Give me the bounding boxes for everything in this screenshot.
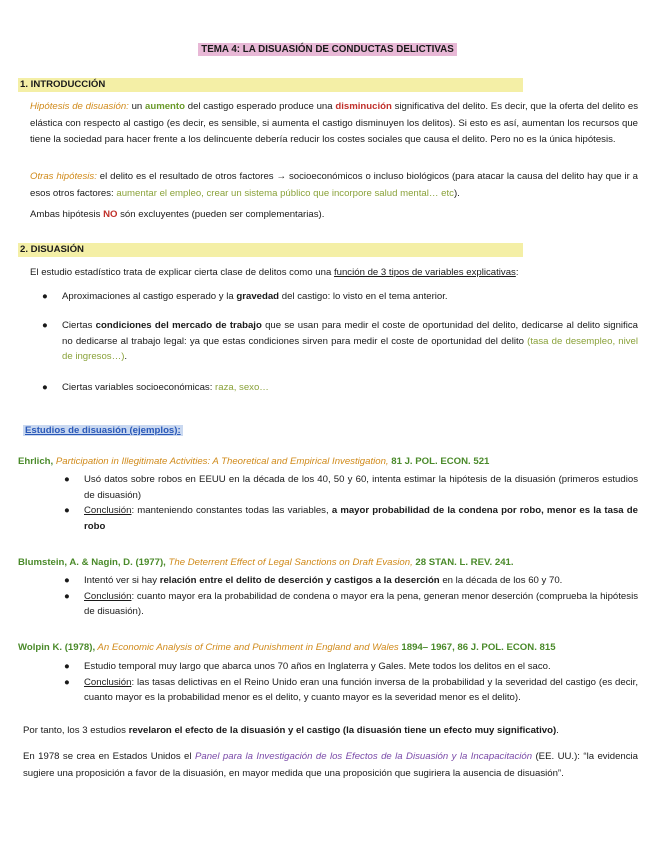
paragraph-por-tanto: Por tanto, los 3 estudios revelaron el efecto de la disuasión y el castigo (la disuasión tiene un efecto muy significativo).: [23, 725, 559, 736]
paragraph-hipotesis-disuasion: Hipótesis de disuasión: un aumento del castigo esperado produce una disminución significativa del delito. Es decir, que la oferta del delito es elástica con respecto al castigo (es decir, es sensible, si aumenta el castigo disminuyen los delitos). Si esto es así, aumentan los recursos que tiene la sociedad para hacer frente a los delincuente debería reducir los costes sociales que causa el delito. Pero no es la única hipótesis.: [30, 101, 638, 145]
bullet-list-variables-2: [42, 318, 639, 365]
section-heading-disuasion: 2. DISUASIÓN: [18, 243, 523, 257]
study-wolpin-citation: Wolpin K. (1978), An Economic Analysis of Crime and Punishment in England and Wales 1894– 1967, 86 J. POL. ECON. 815: [18, 642, 556, 653]
paragraph-ambas-hipotesis: Ambas hipótesis NO són excluyentes (pueden ser complementarias).: [30, 209, 325, 220]
list-item: ● Intentó ver si hay relación entre el delito de deserción y castigos a la deserción en la década de los 60 y 70.: [84, 573, 638, 589]
paragraph-estudio-estadistico: El estudio estadístico trata de explicar cierta clase de delitos como una función de 3 tipos de variables explicativas:: [30, 267, 519, 278]
bullet-icon: ●: [42, 320, 48, 331]
bullet-icon: ●: [42, 382, 48, 393]
bullet-icon: ●: [64, 505, 70, 516]
list-item: ● Conclusión: cuanto mayor era la probabilidad de condena o mayor era la pena, generan menor deserción (comprueba la hipótesis de disuasión).: [64, 590, 638, 617]
list-item: ● Aproximaciones al castigo esperado y la gravedad del castigo: lo visto en el tema anterior.: [62, 289, 638, 305]
section-heading-introduccion: 1. INTRODUCCIÓN: [18, 78, 523, 92]
list-item: ● Estudio temporal muy largo que abarca unos 70 años en Inglaterra y Gales. Mete todos los delitos en el saco.: [84, 659, 638, 675]
bullet-icon: ●: [64, 676, 70, 688]
study-blumstein-citation: Blumstein, A. & Nagin, D. (1977), The Deterrent Effect of Legal Sanctions on Draft Evasion, 28 STAN. L. REV. 241.: [18, 557, 514, 568]
list-item: ● Conclusión: manteniendo constantes todas las variables, a mayor probabilidad de la condena por robo, menor es la tasa de robo: [64, 505, 638, 532]
bullet-icon: ●: [42, 291, 48, 302]
bullet-icon: ●: [64, 575, 70, 586]
study-ehrlich-bullets: [64, 472, 638, 534]
bullet-list-variables-3: [42, 380, 638, 396]
paragraph-otras-hipotesis: Otras hipótesis: el delito es el resultado de otros factores → socioeconómicos o incluso biológicos (para atacar la causa del delito hay que ir a esos otros factores: aumentar el empleo, crear un sistema público que incorpore salud mental… etc).: [30, 171, 638, 199]
bullet-icon: ●: [64, 590, 70, 602]
list-item: ● Usó datos sobre robos en EEUU en la década de los 40, 50 y 60, intenta estimar la hipótesis de la disuasión (primeros estudios de disuasión): [64, 474, 638, 501]
list-item: ● Ciertas variables socioeconómicas: raza, sexo…: [62, 380, 638, 396]
bullet-icon: ●: [64, 474, 70, 485]
bullet-list-variables-1: [42, 289, 638, 305]
list-item: ● Conclusión: las tasas delictivas en el Reino Unido eran una función inversa de la probabilidad y la severidad del castigo (es decir, cuanto mayor es la probabilidad menor es el delito, y cuanto mayor es la severidad menor es el delito).: [64, 676, 638, 703]
paragraph-panel-1978: En 1978 se crea en Estados Unidos el Panel para la Investigación de los Efectos de la Disuasión y la Incapacitación (EE. UU.): “la evidencia sugiere una proposición a favor de la disuasión, en mayor medida que una proposición que sugiriera la ausencia de disuasión”.: [23, 751, 639, 779]
page-title: TEMA 4: LA DISUASIÓN DE CONDUCTAS DELICTIVAS: [0, 44, 655, 55]
study-blumstein-bullets: [64, 573, 638, 620]
list-item: ● Ciertas condiciones del mercado de trabajo que se usan para medir el coste de oportunidad del delito, dedicarse al delito significa no dedicarse al trabajo legal: ya que estas condiciones sirven para medir el coste de oportunidad del delito (tasa de desempleo, nivel de ingresos…).: [42, 320, 639, 362]
study-ehrlich-citation: Ehrlich, Participation in Illegitimate Activities: A Theoretical and Empirical Investigation, 81 J. POL. ECON. 521: [18, 456, 490, 467]
estudios-disuasion-heading: Estudios de disuasión (ejemplos):: [25, 425, 181, 436]
study-wolpin-bullets: [64, 659, 638, 706]
bullet-icon: ●: [64, 661, 70, 672]
